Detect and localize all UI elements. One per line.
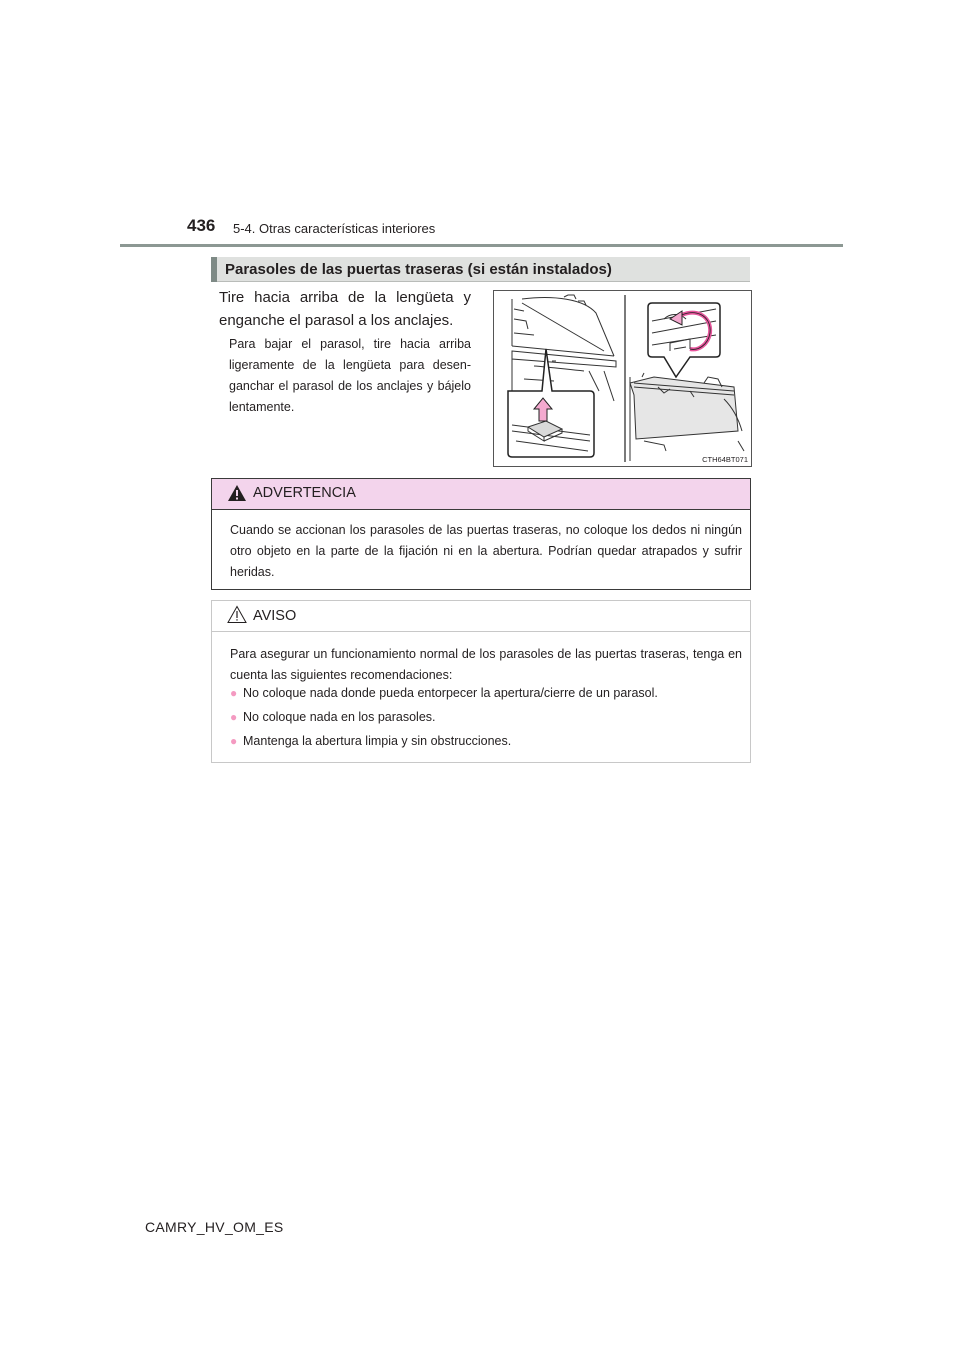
list-item bbox=[230, 731, 742, 752]
bullet-icon: ● bbox=[230, 734, 238, 748]
caution-icon bbox=[227, 605, 247, 624]
note-text: Para bajar el parasol, tire hacia arriba ligeramente de la lengüeta para desenganchar el parasol de los anclajes y bájelo lentamente. bbox=[229, 337, 471, 414]
sunshade-illustration bbox=[493, 290, 752, 467]
note-block bbox=[229, 334, 471, 418]
list-item bbox=[230, 683, 742, 704]
list-item-text: No coloque nada donde pueda entorpecer la apertura/cierre de un parasol. bbox=[243, 686, 658, 700]
page-number: 436 bbox=[187, 216, 216, 235]
notice-title: AVISO bbox=[253, 608, 297, 624]
list-item-text: Mantenga la abertura limpia y sin obstrucciones. bbox=[243, 734, 512, 748]
sunshade-drawing bbox=[494, 291, 751, 466]
instruction-text: Tire hacia arriba de la lengüeta y enganche el parasol a los anclajes. bbox=[219, 289, 471, 329]
bullet-icon: ● bbox=[230, 710, 238, 724]
list-item bbox=[230, 707, 742, 728]
warning-box bbox=[211, 478, 751, 590]
notice-list bbox=[230, 683, 742, 755]
warning-text: Cuando se accionan los parasoles de las puertas traseras, no coloque los dedos ni ningún otro objeto en la parte de la fijación ni en la abertura. Podrían quedar atrapados y sufrir heridas. bbox=[230, 523, 742, 579]
heading-marker bbox=[211, 257, 217, 282]
warning-title: ADVERTENCIA bbox=[253, 485, 356, 501]
warning-icon bbox=[227, 484, 247, 502]
warning-title-bar bbox=[212, 479, 750, 510]
section-heading-text: Parasoles de las puertas traseras (si están instalados) bbox=[225, 261, 612, 278]
section-title: 5-4. Otras características interiores bbox=[233, 221, 436, 236]
figure-code: CTH64BT071 bbox=[702, 455, 748, 464]
list-item-text: No coloque nada en los parasoles. bbox=[243, 710, 436, 724]
notice-intro: Para asegurar un funcionamiento normal de los parasoles de las puertas traseras, tenga en cuenta las siguientes recomendaciones: bbox=[230, 647, 742, 682]
footer-doc-code: CAMRY_HV_OM_ES bbox=[145, 1219, 284, 1235]
header-rule bbox=[120, 244, 843, 247]
notice-box bbox=[211, 600, 751, 763]
section-heading bbox=[211, 257, 750, 282]
notice-title-bar bbox=[212, 601, 750, 632]
bullet-icon: ● bbox=[230, 686, 238, 700]
